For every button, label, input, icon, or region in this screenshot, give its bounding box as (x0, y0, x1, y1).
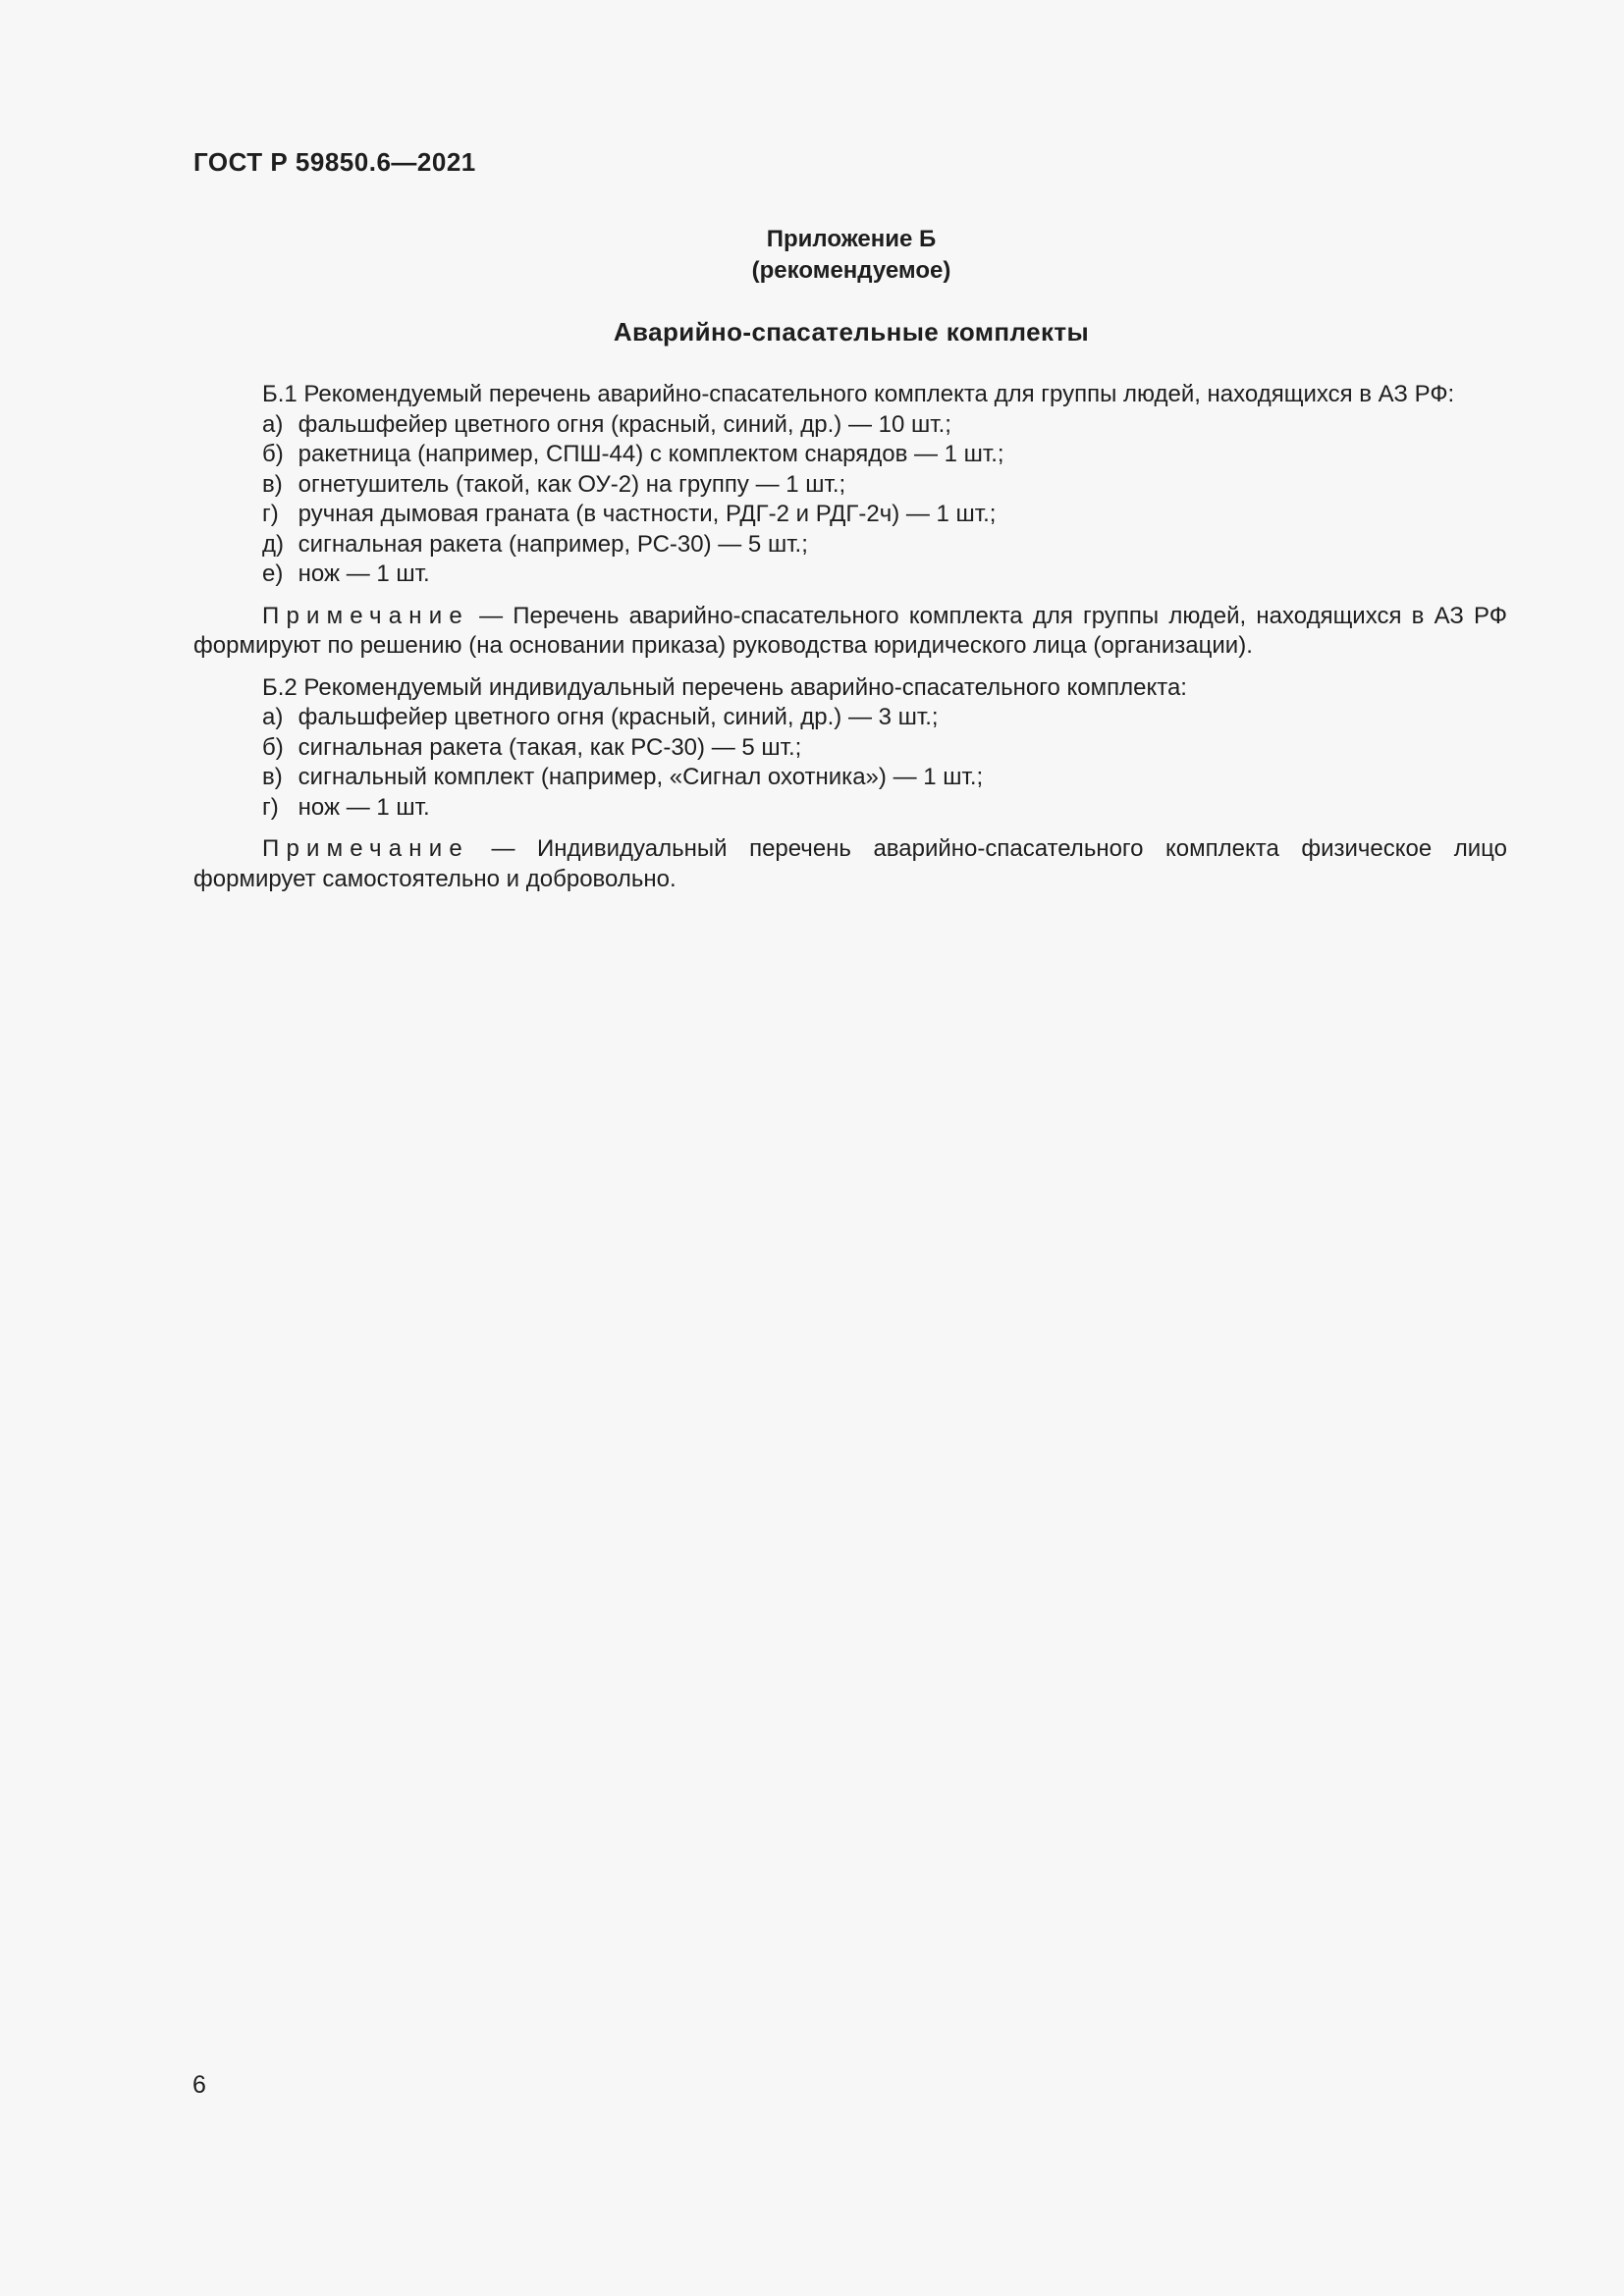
section-b1-note (193, 602, 1507, 662)
list-item: г) нож — 1 шт. (262, 793, 430, 821)
section-b1-list (193, 410, 1507, 590)
list-item: в) сигнальный комплект (например, «Сигнал охотника») — 1 шт.; (262, 764, 984, 790)
section-b2-note (193, 834, 1507, 894)
section-b2-list (193, 703, 1507, 823)
list-item: г) ручная дымовая граната (в частности, РДГ-2 и РДГ-2ч) — 1 шт.; (262, 501, 997, 527)
annex-status: (рекомендуемое) (751, 257, 951, 284)
list-item: в) огнетушитель (такой, как ОУ-2) на группу — 1 шт.; (262, 470, 846, 498)
section-b1-intro: Б.1 Рекомендуемый перечень аварийно-спасательного комплекта для группы людей, находящихся в АЗ РФ: (262, 381, 1455, 407)
page-number: 6 (192, 2071, 206, 2099)
section-b2-intro: Б.2 Рекомендуемый индивидуальный перечень аварийно-спасательного комплекта: (262, 673, 1187, 701)
annex-label (0, 224, 1624, 287)
note-text: — Перечень аварийно-спасательного комплекта для группы людей, находящихся в АЗ РФ формируют по решению (на основании приказа) руководства юридического лица (организации). (193, 602, 1507, 659)
note-label: Примечание (262, 835, 469, 862)
list-item: а) фальшфейер цветного огня (красный, синий, др.) — 3 шт.; (262, 704, 939, 730)
annex-heading: Аварийно-спасательные комплекты (613, 317, 1090, 347)
list-item: а) фальшфейер цветного огня (красный, синий, др.) — 10 шт.; (262, 410, 951, 438)
list-item: б) сигнальная ракета (такая, как РС-30) — 5 шт.; (262, 733, 802, 761)
note-text: — Индивидуальный перечень аварийно-спасательного комплекта физическое лицо формирует самостоятельно и добровольно. (193, 835, 1507, 892)
document-body (193, 380, 1507, 894)
list-item: е) нож — 1 шт. (262, 561, 430, 587)
list-item: д) сигнальная ракета (например, РС-30) — 5 шт.; (262, 530, 808, 558)
document-id: ГОСТ Р 59850.6—2021 (193, 147, 476, 177)
note-label: Примечание (262, 602, 469, 629)
list-item: б) ракетница (например, СПШ-44) с комплектом снарядов — 1 шт.; (262, 441, 1004, 467)
annex-title: Приложение Б (766, 226, 937, 252)
